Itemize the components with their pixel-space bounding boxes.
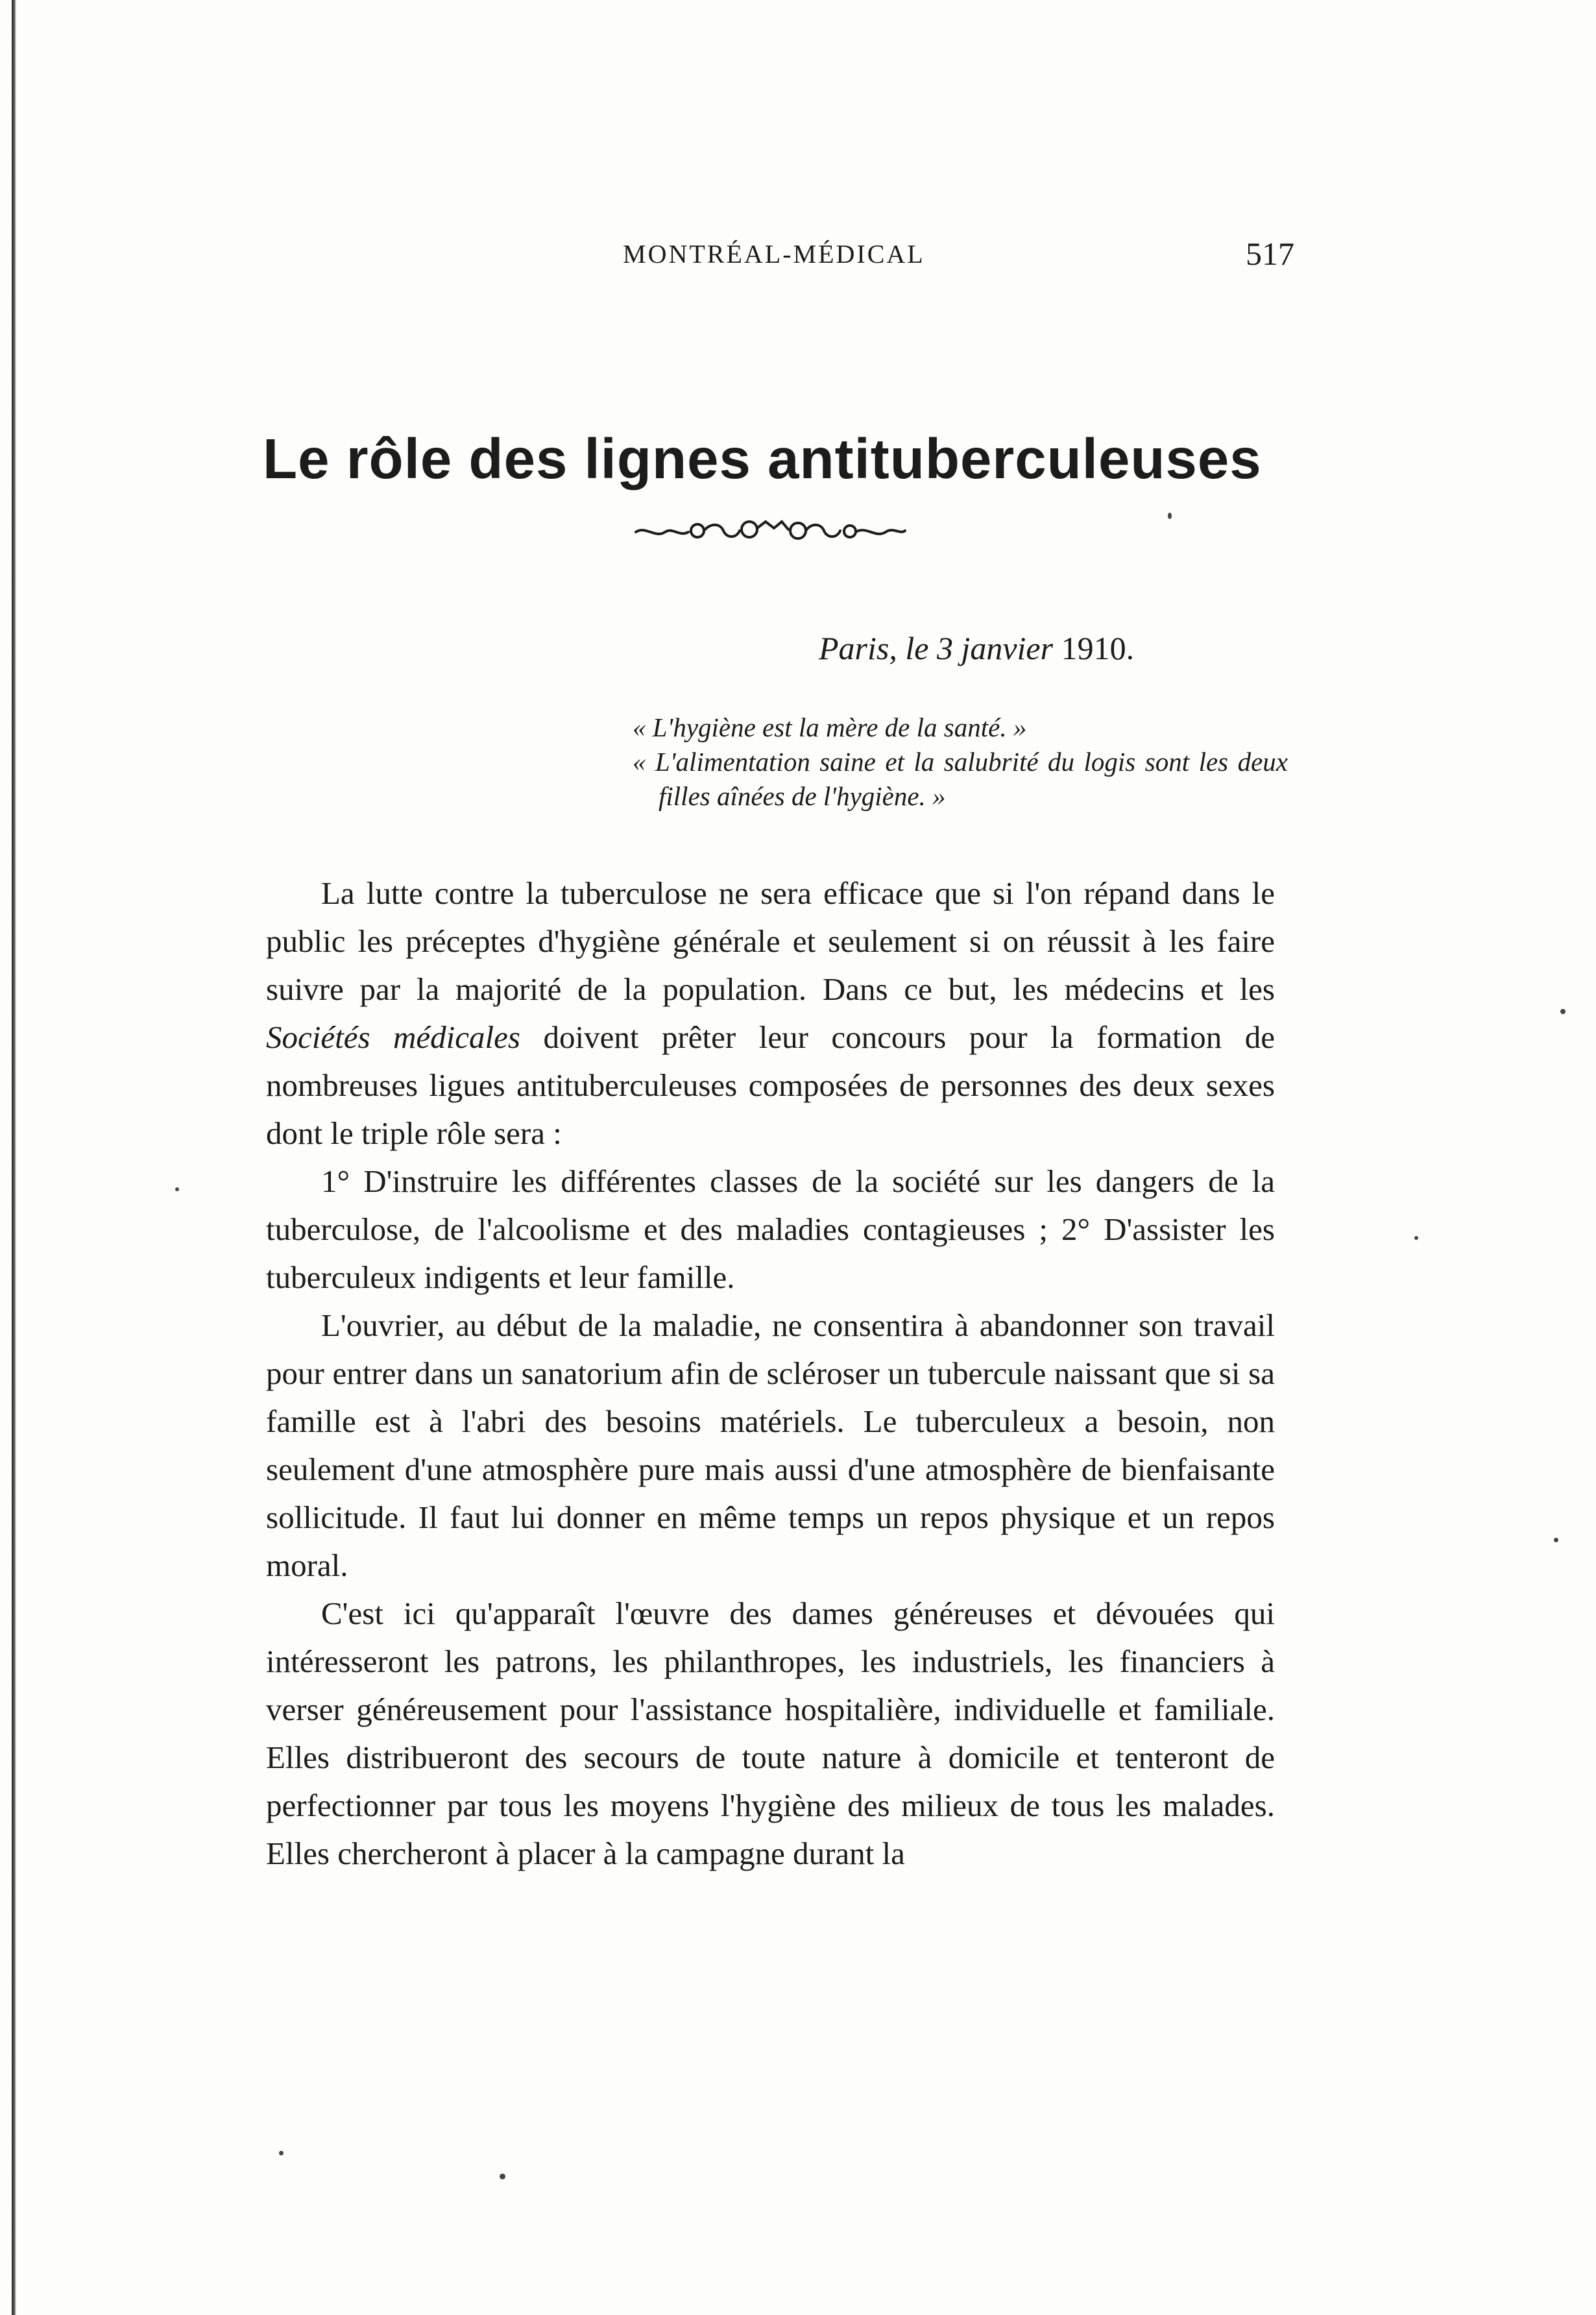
paragraph-emphasis: Sociétés médicales [266, 1019, 520, 1055]
dateline [819, 629, 1134, 667]
paragraph [266, 1302, 1275, 1590]
paragraph [266, 869, 1275, 1158]
epigraph-line: « L'hygiène est la mère de la santé. » [633, 712, 1027, 742]
scan-binding-edge [12, 0, 16, 2315]
paragraph-text: L'ouvrier, au début de la maladie, ne consentira à abandonner son travail pour entrer dans un sanatorium afin de scléroser un tubercule naissant que si sa famille est à l'abri des besoins matériels. Le tuberculeux a besoin, non seulement d'une atmosphère pure mais aussi d'une atmosphère de bienfaisante sollicitude. Il faut lui donner en même temps un repos physique et un repos moral. [266, 1307, 1275, 1583]
page-number: 517 [1246, 236, 1294, 272]
paragraph-text: doivent prêter leur concours pour la formation de nombreuses ligues antituberculeuses composées de personnes des deux sexes dont le triple rôle sera : [266, 1019, 1275, 1151]
dateline-place: Paris, [819, 630, 897, 666]
article-body [266, 869, 1275, 1878]
journal-name: MONTRÉAL-MÉDICAL [623, 239, 925, 269]
paragraph-text: 1° D'instruire les différentes classes de la société sur les dangers de la tuberculose, de l'alcoolisme et des maladies contagieuses ; 2° D'assister les tuberculeux indigents et leur famille. [266, 1163, 1275, 1295]
dateline-year: 1910. [1061, 630, 1135, 666]
scan-speck [175, 1187, 179, 1191]
decorative-scroll-ornament-icon [633, 514, 908, 546]
paragraph-text: La lutte contre la tuberculose ne sera efficace que si l'on répand dans le public les préceptes d'hygiène générale et seulement si on réussit à les faire suivre par la majorité de la population. Dans ce but, les médecins et les [266, 875, 1275, 1007]
scan-speck [1168, 513, 1172, 519]
epigraph [633, 710, 1288, 814]
article-title: Le rôle des lignes antituberculeuses [263, 428, 1262, 491]
running-head [623, 236, 1294, 278]
paragraph-text: C'est ici qu'apparaît l'œuvre des dames généreuses et dévouées qui intéresseront les patrons, les philanthropes, les industriels, les financiers à verser généreusement pour l'assistance hospitalière, individuelle et familiale. Elles distribueront des secours de toute nature à domicile et tenteront de perfectionner par tous les moyens l'hygiène des milieux de tous les malades. Elles chercheront à placer à la campagne durant la [266, 1595, 1275, 1871]
epigraph-line: « L'alimentation saine et la salubrité du logis sont les deux filles aînées de l'hygiène. » [633, 747, 1288, 811]
scan-speck [279, 2151, 284, 2155]
scan-speck [1554, 1538, 1558, 1542]
paragraph [266, 1158, 1275, 1302]
scan-speck [1414, 1236, 1418, 1240]
paragraph [266, 1590, 1275, 1878]
scan-speck [500, 2174, 505, 2179]
scan-speck [1560, 1009, 1566, 1014]
dateline-date: le 3 janvier [905, 630, 1054, 666]
